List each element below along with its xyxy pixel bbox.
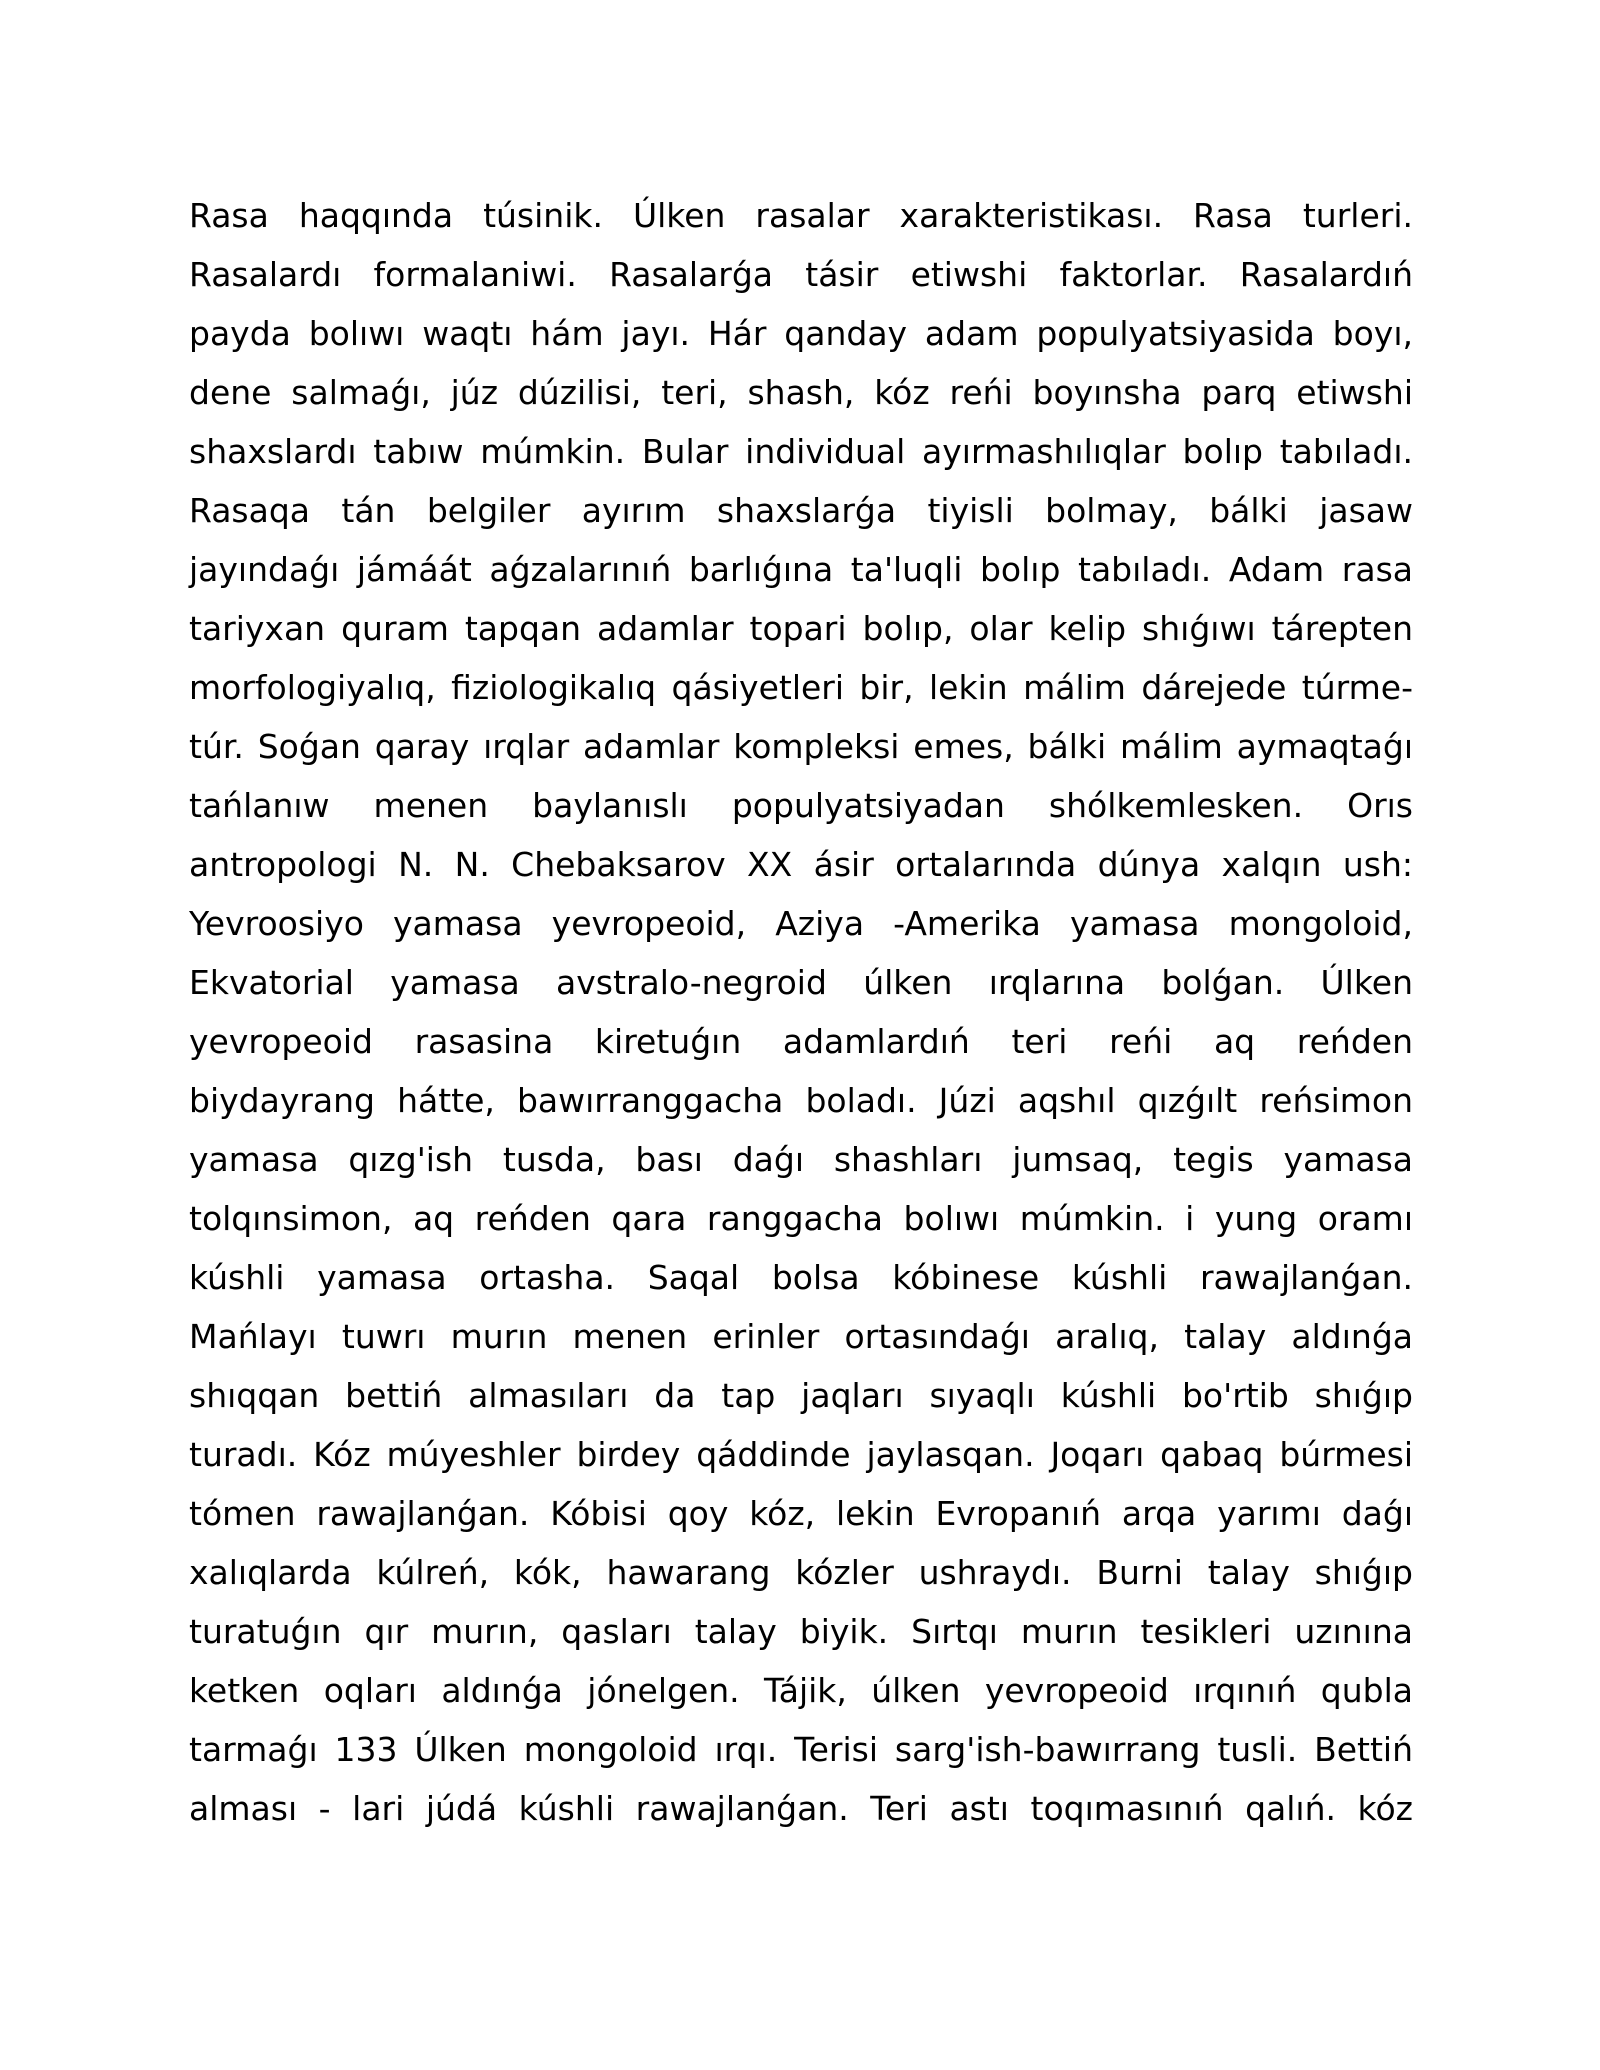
text-line: yevropeoid rasasina kiretuǵın adamlardıń teri reńi aq reńden: [189, 1022, 1413, 1061]
text-line: Yevroosiyo yamasa yevropeoid, Aziya -Amerika yamasa mongoloid,: [189, 904, 1413, 943]
text-line: Rasaqa tán belgiler ayırım shaxslarǵa tiyisli bolmay, bálki jasaw: [189, 491, 1413, 530]
text-line: tarmaǵı 133 Úlken mongoloid ırqı. Terisi sarg'ish-bawırrang tusli. Bettiń: [189, 1730, 1413, 1769]
text-line: Mańlayı tuwrı murın menen erinler ortasındaǵı aralıq, talay aldınǵa: [189, 1317, 1413, 1356]
text-line: payda bolıwı waqtı hám jayı. Hár qanday adam populyatsiyasida boyı,: [189, 314, 1413, 353]
body-text: [189, 186, 1413, 1838]
text-line: dene salmaǵı, júz dúzilisi, teri, shash, kóz reńi boyınsha parq etiwshi: [189, 373, 1413, 412]
text-line: morfologiyalıq, fiziologikalıq qásiyetleri bir, lekin málim dárejede túrme-: [189, 668, 1413, 707]
text-line: túr. Soǵan qaray ırqlar adamlar kompleksi emes, bálki málim aymaqtaǵı: [189, 727, 1413, 766]
text-line: tariyxan quram tapqan adamlar topari bolıp, olar kelip shıǵıwı tárepten: [189, 609, 1413, 648]
text-line: alması - lari júdá kúshli rawajlanǵan. Teri astı toqımasınıń qalıń. kóz: [189, 1789, 1413, 1828]
text-line: shıqqan bettiń almasıları da tap jaqları sıyaqlı kúshli bo'rtib shıǵıp: [189, 1376, 1413, 1415]
text-line: Rasalardı formalaniwi. Rasalarǵa tásir etiwshi faktorlar. Rasalardıń: [189, 255, 1413, 294]
text-line: xalıqlarda kúlreń, kók, hawarang kózler ushraydı. Burni talay shıǵıp: [189, 1553, 1413, 1592]
text-line: turatuǵın qır murın, qasları talay biyik. Sırtqı murın tesikleri uzınına: [189, 1612, 1413, 1651]
text-line: tolqınsimon, aq reńden qara ranggacha bolıwı múmkin. i yung oramı: [189, 1199, 1413, 1238]
text-line: jayındaǵı jámáát aǵzalarınıń barlıǵına ta'luqli bolıp tabıladı. Adam rasa: [189, 550, 1413, 589]
text-line: biydayrang hátte, bawırranggacha boladı. Júzi aqshıl qızǵılt reńsimon: [189, 1081, 1413, 1120]
text-line: ketken oqları aldınǵa jónelgen. Tájik, úlken yevropeoid ırqınıń qubla: [189, 1671, 1413, 1710]
text-line: Ekvatorial yamasa avstralo-negroid úlken ırqlarına bolǵan. Úlken: [189, 963, 1413, 1002]
text-line: tańlanıw menen baylanıslı populyatsiyadan shólkemlesken. Orıs: [189, 786, 1413, 825]
text-line: tómen rawajlanǵan. Kóbisi qoy kóz, lekin Evropanıń arqa yarımı daǵı: [189, 1494, 1413, 1533]
text-line: antropologi N. N. Chebaksarov XX ásir ortalarında dúnya xalqın ush:: [189, 845, 1413, 884]
text-line: Rasa haqqında túsinik. Úlken rasalar xarakteristikası. Rasa turleri.: [189, 196, 1413, 235]
text-line: yamasa qızg'ish tusda, bası daǵı shashları jumsaq, tegis yamasa: [189, 1140, 1413, 1179]
text-line: turadı. Kóz múyeshler birdey qáddinde jaylasqan. Joqarı qabaq búrmesi: [189, 1435, 1413, 1474]
text-line: shaxslardı tabıw múmkin. Bular individual ayırmashılıqlar bolıp tabıladı.: [189, 432, 1413, 471]
text-line: kúshli yamasa ortasha. Saqal bolsa kóbinese kúshli rawajlanǵan.: [189, 1258, 1413, 1297]
